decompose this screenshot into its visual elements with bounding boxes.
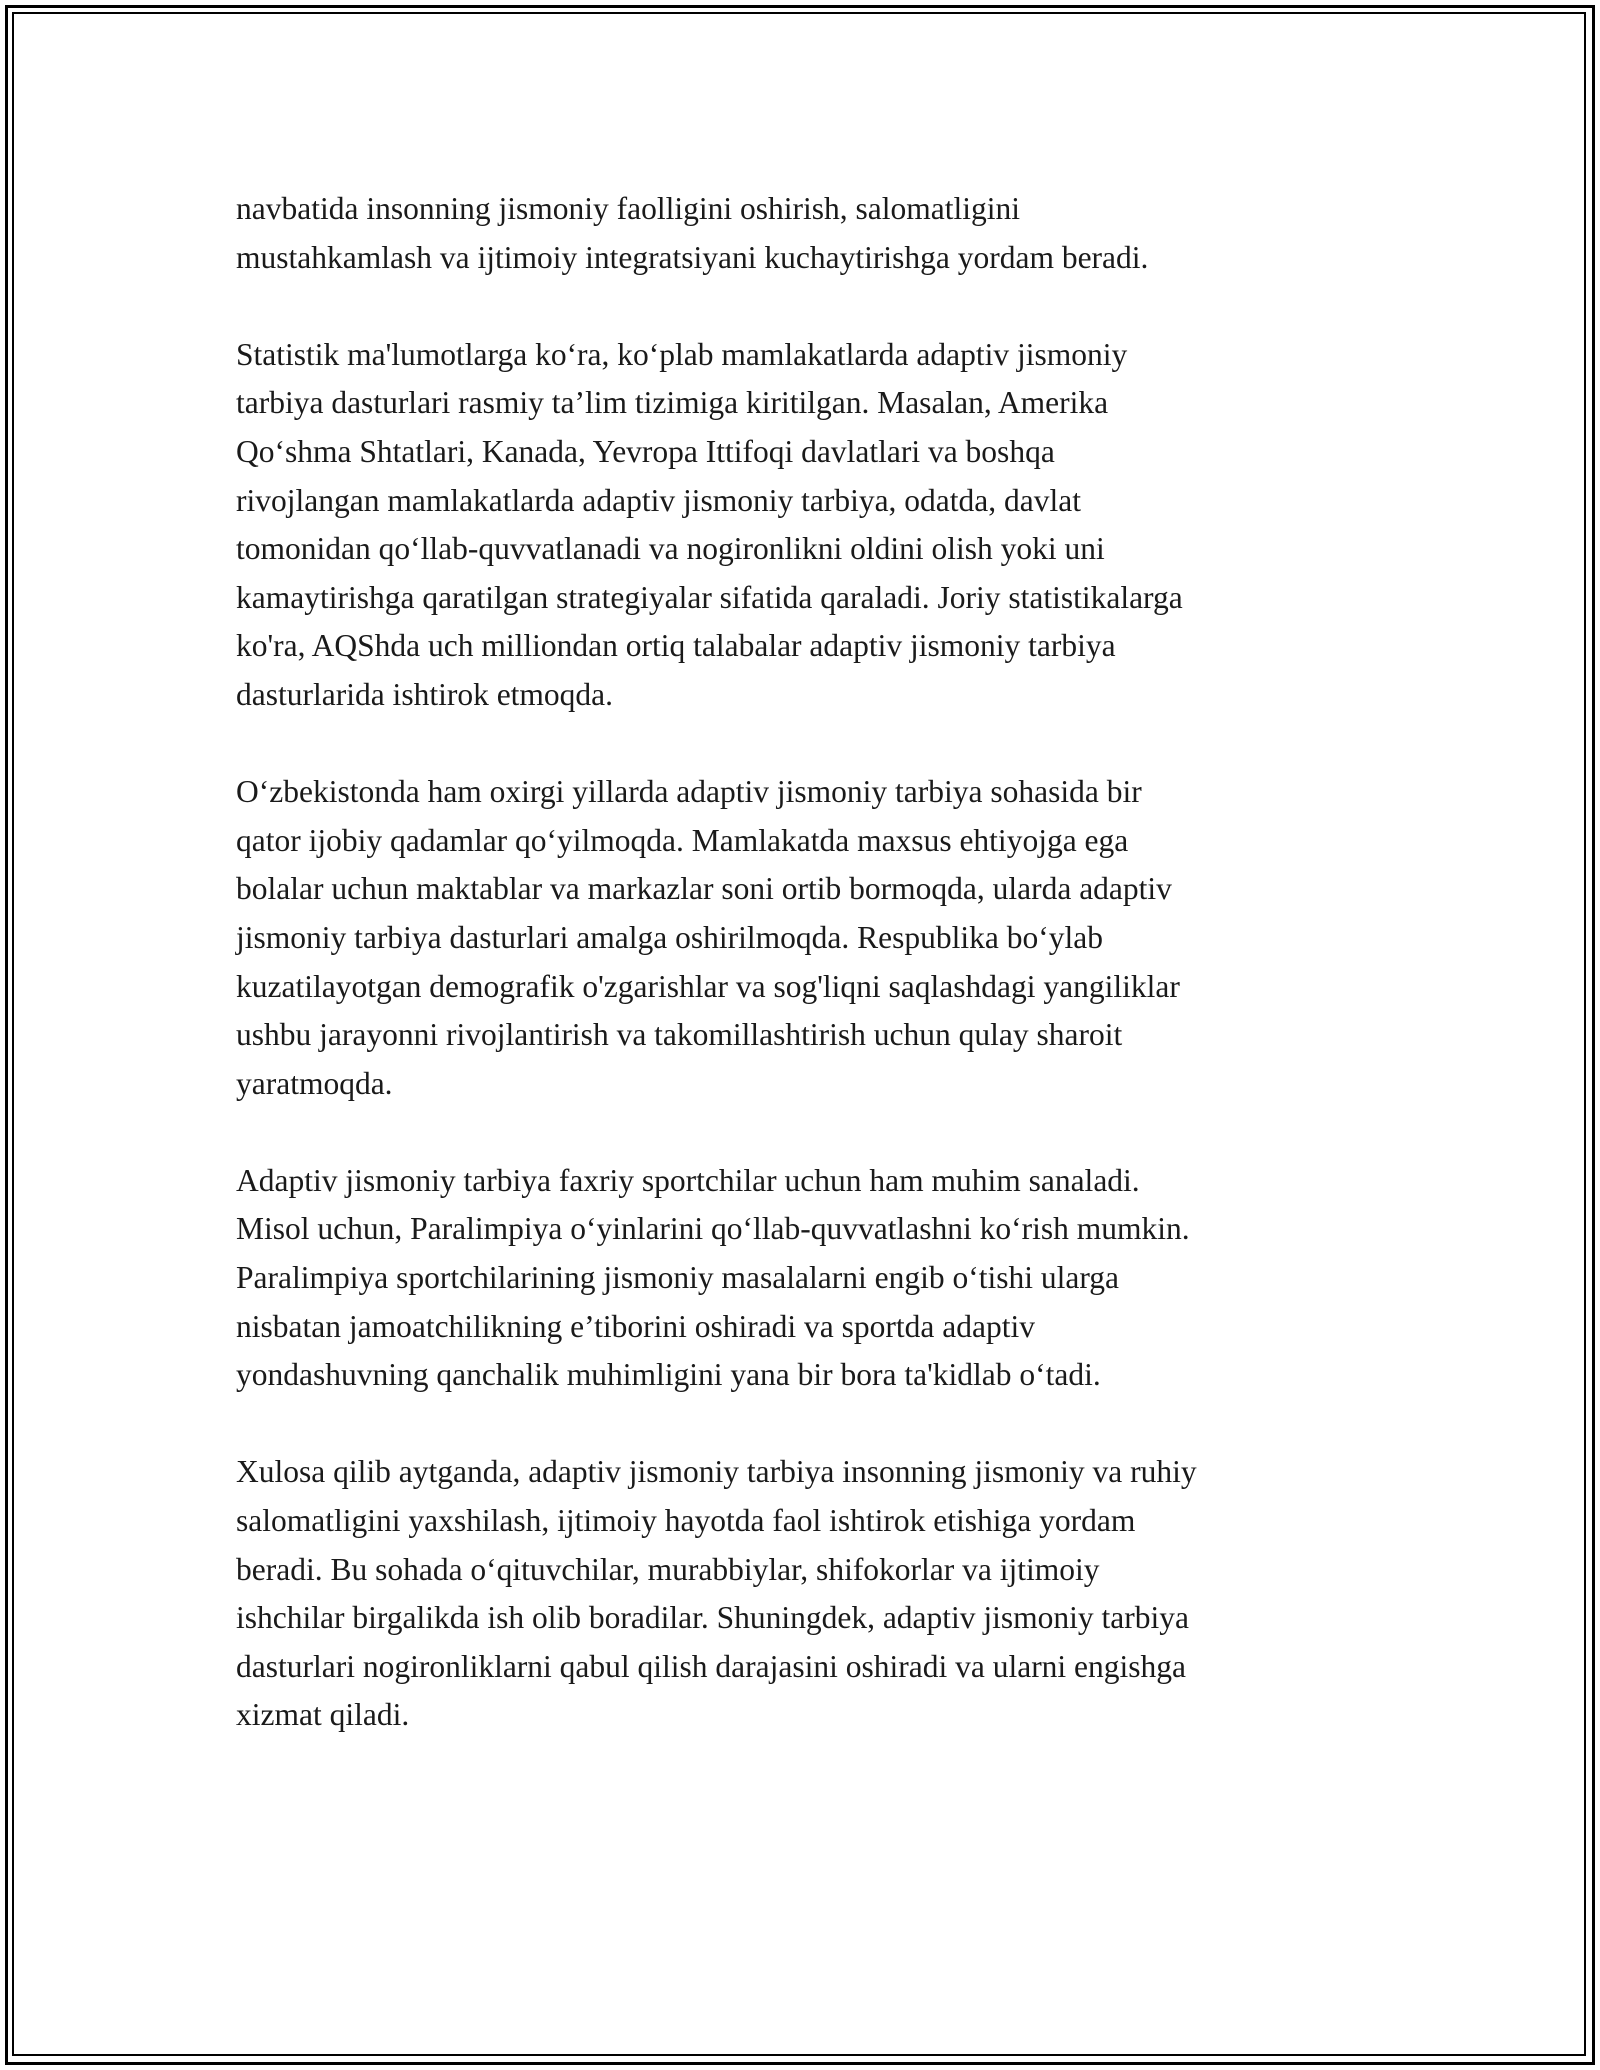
paragraph-2: Statistik ma'lumotlarga ko‘ra, ko‘plab mamlakatlarda adaptiv jismoniy tarbiya dasturlari rasmiy ta’lim tizimiga kiritilgan. Masalan, Amerika Qo‘shma Shtatlari, Kanada, Yevropa Ittifoqi davlatlari va boshqa rivojlangan mamlakatlarda adaptiv jismoniy tarbiya, odatda, davlat tomonidan qo‘llab-quvvatlanadi va nogironlikni oldini olish yoki uni kamaytirishga qaratilgan strategiyalar sifatida qaraladi. Joriy statistikalarga ko'ra, AQShda uch milliondan ortiq talabalar adaptiv jismoniy tarbiya dasturlarida ishtirok etmoqda.	[236, 336, 1183, 712]
paragraph-3: O‘zbekistonda ham oxirgi yillarda adaptiv jismoniy tarbiya sohasida bir qator ijobiy qadamlar qo‘yilmoqda. Mamlakatda maxsus ehtiyojga ega bolalar uchun maktablar va markazlar soni ortib bormoqda, ularda adaptiv jismoniy tarbiya dasturlari amalga oshirilmoqda. Respublika bo‘ylab kuzatilayotgan demografik o'zgarishlar va sog'liqni saqlashdagi yangiliklar ushbu jarayonni rivojlantirish va takomillashtirish uchun qulay sharoit yaratmoqda.	[236, 774, 1180, 1101]
paragraph-4: Adaptiv jismoniy tarbiya faxriy sportchilar uchun ham muhim sanaladi. Misol uchun, Paralimpiya o‘yinlarini qo‘llab-quvvatlashni ko‘rish mumkin. Paralimpiya sportchilarining jismoniy masalalarni engib o‘tishi ularga nisbatan jamoatchilikning e’tiborini oshiradi va sportda adaptiv yondashuvning qanchalik muhimligini yana bir bora ta'kidlab o‘tadi.	[236, 1162, 1190, 1393]
paragraph-5: Xulosa qilib aytganda, adaptiv jismoniy tarbiya insonning jismoniy va ruhiy salomatligini yaxshilash, ijtimoiy hayotda faol ishtirok etishiga yordam beradi. Bu sohada o‘qituvchilar, murabbiylar, shifokorlar va ijtimoiy ishchilar birgalikda ish olib boradilar. Shuningdek, adaptiv jismoniy tarbiya dasturlari nogironliklarni qabul qilish darajasini oshiradi va ularni engishga xizmat qiladi.	[236, 1454, 1197, 1733]
paragraph-1: navbatida insonning jismoniy faolligini oshirish, salomatligini mustahkamlash va ijtimoiy integratsiyani kuchaytirishga yordam beradi.	[236, 191, 1149, 275]
document-body	[236, 185, 1366, 1740]
